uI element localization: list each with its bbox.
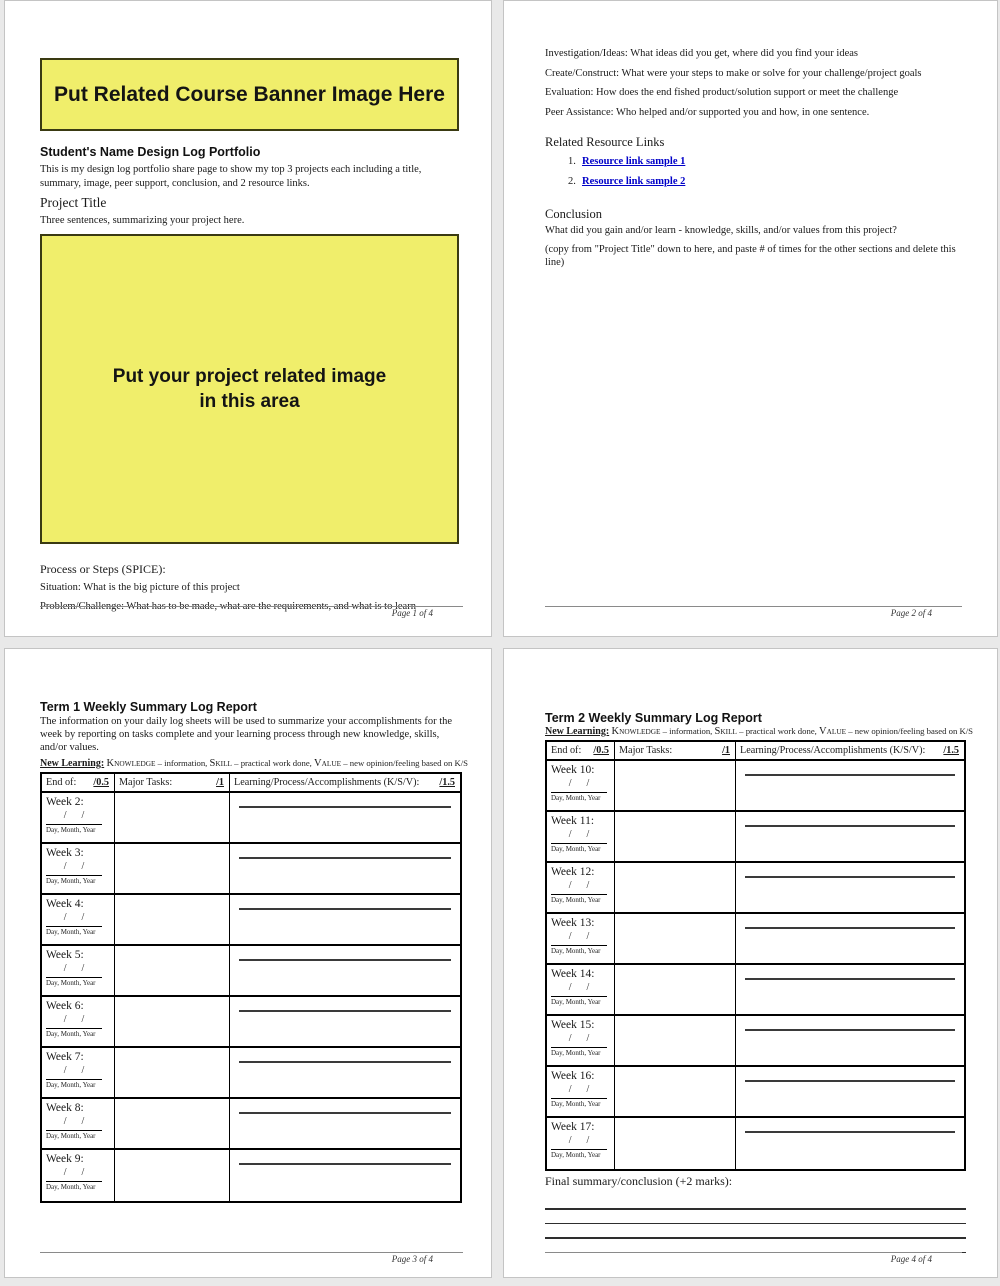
date-caption: Day, Month, Year [46, 1132, 96, 1140]
date-caption: Day, Month, Year [46, 928, 96, 936]
writing-line [545, 1210, 966, 1224]
week-cell[interactable] [42, 895, 115, 944]
table-row [547, 965, 964, 1016]
log-table-header-cell [547, 742, 615, 759]
date-caption: Day, Month, Year [551, 1100, 601, 1108]
major-tasks-cell[interactable] [115, 895, 230, 944]
table-row [42, 946, 460, 997]
log-table-header-cell [115, 774, 230, 791]
week-cell[interactable] [547, 914, 615, 963]
writing-line [745, 1131, 955, 1133]
date-caption: Day, Month, Year [551, 998, 601, 1006]
week-cell[interactable] [42, 793, 115, 842]
learning-cell[interactable] [736, 761, 964, 810]
term2-log-table [545, 740, 966, 1171]
learning-cell[interactable] [230, 793, 460, 842]
project-title-heading: Project Title [40, 195, 107, 210]
writing-line [239, 1163, 451, 1165]
date-slashes: / / [551, 982, 607, 997]
page-number: Page 2 of 4 [890, 608, 932, 618]
week-label: Week 2: [46, 796, 84, 808]
term-desc: – practical work done, [232, 758, 315, 768]
learning-cell[interactable] [736, 1016, 964, 1065]
date-caption: Day, Month, Year [46, 1183, 96, 1191]
term-initial: V [819, 726, 827, 737]
portfolio-intro: This is my design log portfolio share page to show my top 3 projects each including a title, summary, image, peer support, conclusion, and 2 resource links. [40, 164, 422, 189]
banner-placeholder-text: Put Related Course Banner Image Here [54, 82, 445, 106]
term-rest: ALUE [826, 727, 847, 736]
term-rest: ALUE [321, 759, 342, 768]
copy-note: (copy from "Project Title" down to here, and paste # of times for the other sections and delete this line) [545, 243, 956, 268]
page-1 [4, 0, 492, 637]
week-cell[interactable] [547, 761, 615, 810]
learning-cell[interactable] [736, 1118, 964, 1169]
image-placeholder-line2: in this area [199, 390, 300, 412]
week-label: Week 8: [46, 1102, 84, 1114]
week-cell[interactable] [547, 1016, 615, 1065]
date-slashes: / / [551, 1033, 607, 1048]
major-tasks-cell[interactable] [615, 914, 736, 963]
date-slashes: / / [46, 861, 102, 876]
log-table-header-cell [736, 742, 964, 759]
week-label: Week 11: [551, 815, 595, 827]
week-cell[interactable] [42, 1099, 115, 1148]
writing-line [745, 1080, 955, 1082]
column-score: /0.5 [93, 777, 109, 788]
week-label: Week 14: [551, 968, 595, 980]
page-number: Page 1 of 4 [391, 608, 433, 618]
learning-cell[interactable] [736, 812, 964, 861]
term1-intro: The information on your daily log sheets will be used to summarize your accomplishments for the week by reporting on tasks complete and your learning process through new knowledge, skills, and/or values. [40, 716, 453, 753]
evaluation-line: Evaluation: How does the end fished product/solution support or meet the challenge [545, 87, 899, 98]
image-placeholder-text [113, 364, 386, 414]
table-row [547, 761, 964, 812]
learning-cell[interactable] [736, 1067, 964, 1116]
term-desc: – new opinion/feeling based on K/S [846, 726, 974, 736]
log-table-header [547, 742, 964, 761]
course-banner-placeholder[interactable] [40, 58, 459, 131]
peer-line: Peer Assistance: Who helped and/or supported you and how, in one sentence. [545, 106, 870, 118]
writing-line [745, 927, 955, 929]
image-placeholder-line1: Put your project related image [112, 365, 387, 387]
week-label: Week 13: [551, 917, 595, 929]
week-label: Week 17: [551, 1121, 595, 1133]
new-learning-legend [545, 726, 974, 738]
term-initial: K [611, 726, 620, 737]
major-tasks-cell[interactable] [615, 1067, 736, 1116]
week-cell[interactable] [547, 1118, 615, 1169]
term-initial: K [106, 758, 115, 769]
column-score: /1 [722, 745, 730, 756]
week-label: Week 15: [551, 1019, 595, 1031]
table-row [547, 914, 964, 965]
week-cell[interactable] [42, 1048, 115, 1097]
writing-line [239, 857, 451, 859]
resource-link-item [545, 175, 962, 188]
major-tasks-cell[interactable] [115, 844, 230, 893]
log-table-header-cell [615, 742, 736, 759]
final-summary-lines[interactable] [545, 1195, 966, 1253]
date-caption: Day, Month, Year [551, 947, 601, 955]
week-label: Week 10: [551, 764, 595, 776]
page-4 [503, 648, 998, 1278]
log-table-header [42, 774, 460, 793]
process-heading: Process or Steps (SPICE): [40, 561, 166, 576]
major-tasks-cell[interactable] [615, 965, 736, 1014]
writing-line [239, 1112, 451, 1114]
term-desc: – new opinion/feeling based on K/S [341, 758, 469, 768]
week-cell[interactable] [547, 812, 615, 861]
date-slashes: / / [46, 912, 102, 927]
week-label: Week 12: [551, 866, 595, 878]
date-slashes: / / [551, 880, 607, 895]
week-label: Week 5: [46, 949, 84, 961]
column-score: /1 [216, 777, 224, 788]
new-learning-legend [40, 758, 469, 770]
learning-cell[interactable] [230, 946, 460, 995]
term-initial: V [314, 758, 322, 769]
date-caption: Day, Month, Year [46, 826, 96, 834]
learning-cell[interactable] [230, 895, 460, 944]
resource-link-1[interactable]: Resource link sample 1 [582, 155, 686, 167]
resource-link-item [545, 155, 962, 168]
resource-links-heading: Related Resource Links [545, 134, 665, 149]
major-tasks-cell[interactable] [115, 997, 230, 1046]
date-slashes: / / [551, 931, 607, 946]
date-slashes: / / [551, 1135, 607, 1150]
major-tasks-cell[interactable] [615, 1118, 736, 1169]
page-3 [4, 648, 492, 1278]
learning-cell[interactable] [230, 1150, 460, 1201]
term-rest: NOWLEDGE [619, 727, 661, 736]
week-cell[interactable] [42, 946, 115, 995]
term-desc: – information, [155, 758, 210, 768]
major-tasks-cell[interactable] [615, 761, 736, 810]
log-table-header-cell [42, 774, 115, 791]
date-slashes: / / [46, 810, 102, 825]
page-number: Page 3 of 4 [391, 1254, 433, 1264]
writing-line [745, 876, 955, 878]
page-footer [545, 606, 962, 619]
term-desc: – practical work done, [737, 726, 820, 736]
writing-line [745, 978, 955, 980]
major-tasks-cell[interactable] [115, 1099, 230, 1148]
week-cell[interactable] [42, 1150, 115, 1201]
writing-line [545, 1239, 966, 1253]
learning-cell[interactable] [736, 965, 964, 1014]
investigation-line: Investigation/Ideas: What ideas did you get, where did you find your ideas [545, 48, 858, 59]
term-initial: S [714, 726, 721, 737]
date-slashes: / / [46, 1116, 102, 1131]
term-rest: KILL [215, 759, 232, 768]
week-cell[interactable] [547, 1067, 615, 1116]
table-row [547, 812, 964, 863]
major-tasks-cell[interactable] [115, 793, 230, 842]
learning-cell[interactable] [230, 1099, 460, 1148]
conclusion-heading: Conclusion [545, 206, 602, 221]
column-label: Learning/Process/Accomplishments (K/S/V): [234, 777, 420, 788]
column-label: Learning/Process/Accomplishments (K/S/V): [740, 745, 926, 756]
writing-line [239, 959, 451, 961]
date-caption: Day, Month, Year [551, 794, 601, 802]
term2-title: Term 2 Weekly Summary Log Report [545, 711, 762, 725]
date-slashes: / / [551, 778, 607, 793]
writing-line [745, 774, 955, 776]
date-caption: Day, Month, Year [551, 896, 601, 904]
table-row [547, 1067, 964, 1118]
major-tasks-cell[interactable] [115, 946, 230, 995]
learning-cell[interactable] [230, 997, 460, 1046]
column-score: /1.5 [439, 777, 455, 788]
writing-line [239, 1010, 451, 1012]
week-label: Week 16: [551, 1070, 595, 1082]
date-slashes: / / [46, 1065, 102, 1080]
column-label: End of: [46, 777, 77, 788]
week-cell[interactable] [42, 844, 115, 893]
situation-line: Situation: What is the big picture of this project [40, 581, 240, 593]
list-number: 2. [568, 175, 576, 187]
date-caption: Day, Month, Year [46, 979, 96, 987]
column-score: /0.5 [593, 745, 609, 756]
table-row [547, 1118, 964, 1169]
term-rest: NOWLEDGE [114, 759, 156, 768]
portfolio-title: Student's Name Design Log Portfolio [40, 145, 261, 159]
table-row [42, 1150, 460, 1201]
page-footer [40, 1252, 463, 1265]
log-table-header-cell [230, 774, 460, 791]
date-caption: Day, Month, Year [551, 845, 601, 853]
major-tasks-cell[interactable] [615, 863, 736, 912]
create-line: Create/Construct: What were your steps to make or solve for your challenge/project goals [545, 67, 922, 79]
table-row [42, 1048, 460, 1099]
term1-title: Term 1 Weekly Summary Log Report [40, 700, 257, 714]
page-footer [40, 606, 463, 619]
table-row [547, 1016, 964, 1067]
learning-cell[interactable] [736, 863, 964, 912]
learning-cell[interactable] [230, 1048, 460, 1097]
week-cell[interactable] [547, 965, 615, 1014]
major-tasks-cell[interactable] [615, 812, 736, 861]
page-number: Page 4 of 4 [890, 1254, 932, 1264]
column-score: /1.5 [943, 745, 959, 756]
date-slashes: / / [46, 1014, 102, 1029]
week-label: Week 3: [46, 847, 84, 859]
table-row [42, 844, 460, 895]
learning-cell[interactable] [230, 844, 460, 893]
writing-line [239, 806, 451, 808]
project-image-placeholder[interactable] [40, 234, 459, 544]
term-initial: S [209, 758, 216, 769]
writing-line [545, 1195, 966, 1210]
week-label: Week 6: [46, 1000, 84, 1012]
major-tasks-cell[interactable] [615, 1016, 736, 1065]
resource-link-2[interactable]: Resource link sample 2 [582, 175, 686, 187]
date-slashes: / / [46, 1167, 102, 1182]
column-label: Major Tasks: [119, 777, 173, 788]
major-tasks-cell[interactable] [115, 1150, 230, 1201]
table-row [42, 997, 460, 1048]
list-number: 1. [568, 155, 576, 167]
new-learning-label: New Learning: [40, 758, 105, 769]
term-rest: KILL [720, 727, 737, 736]
page-2 [503, 0, 998, 637]
column-label: End of: [551, 745, 582, 756]
problem-line: Problem/Challenge: What has to be made, what are the requirements, and what is to learn [40, 601, 416, 612]
writing-line [239, 908, 451, 910]
major-tasks-cell[interactable] [115, 1048, 230, 1097]
writing-line [545, 1224, 966, 1239]
writing-line [239, 1061, 451, 1063]
writing-line [745, 1029, 955, 1031]
week-label: Week 9: [46, 1153, 84, 1165]
new-learning-label: New Learning: [545, 726, 610, 737]
project-summary-hint: Three sentences, summarizing your project here. [40, 215, 245, 226]
table-row [42, 1099, 460, 1150]
week-cell[interactable] [547, 863, 615, 912]
week-label: Week 7: [46, 1051, 84, 1063]
term-desc: – information, [660, 726, 715, 736]
column-label: Major Tasks: [619, 745, 673, 756]
date-caption: Day, Month, Year [46, 1081, 96, 1089]
conclusion-question: What did you gain and/or learn - knowledge, skills, and/or values from this project? [545, 224, 897, 236]
table-row [547, 863, 964, 914]
week-cell[interactable] [42, 997, 115, 1046]
table-row [42, 895, 460, 946]
page-footer [545, 1252, 962, 1265]
date-slashes: / / [46, 963, 102, 978]
date-caption: Day, Month, Year [551, 1151, 601, 1159]
date-caption: Day, Month, Year [551, 1049, 601, 1057]
date-caption: Day, Month, Year [46, 1030, 96, 1038]
term1-log-table [40, 772, 462, 1203]
date-slashes: / / [551, 829, 607, 844]
learning-cell[interactable] [736, 914, 964, 963]
table-row [42, 793, 460, 844]
week-label: Week 4: [46, 898, 84, 910]
writing-line [745, 825, 955, 827]
final-summary-heading: Final summary/conclusion (+2 marks): [545, 1174, 733, 1188]
date-slashes: / / [551, 1084, 607, 1099]
date-caption: Day, Month, Year [46, 877, 96, 885]
